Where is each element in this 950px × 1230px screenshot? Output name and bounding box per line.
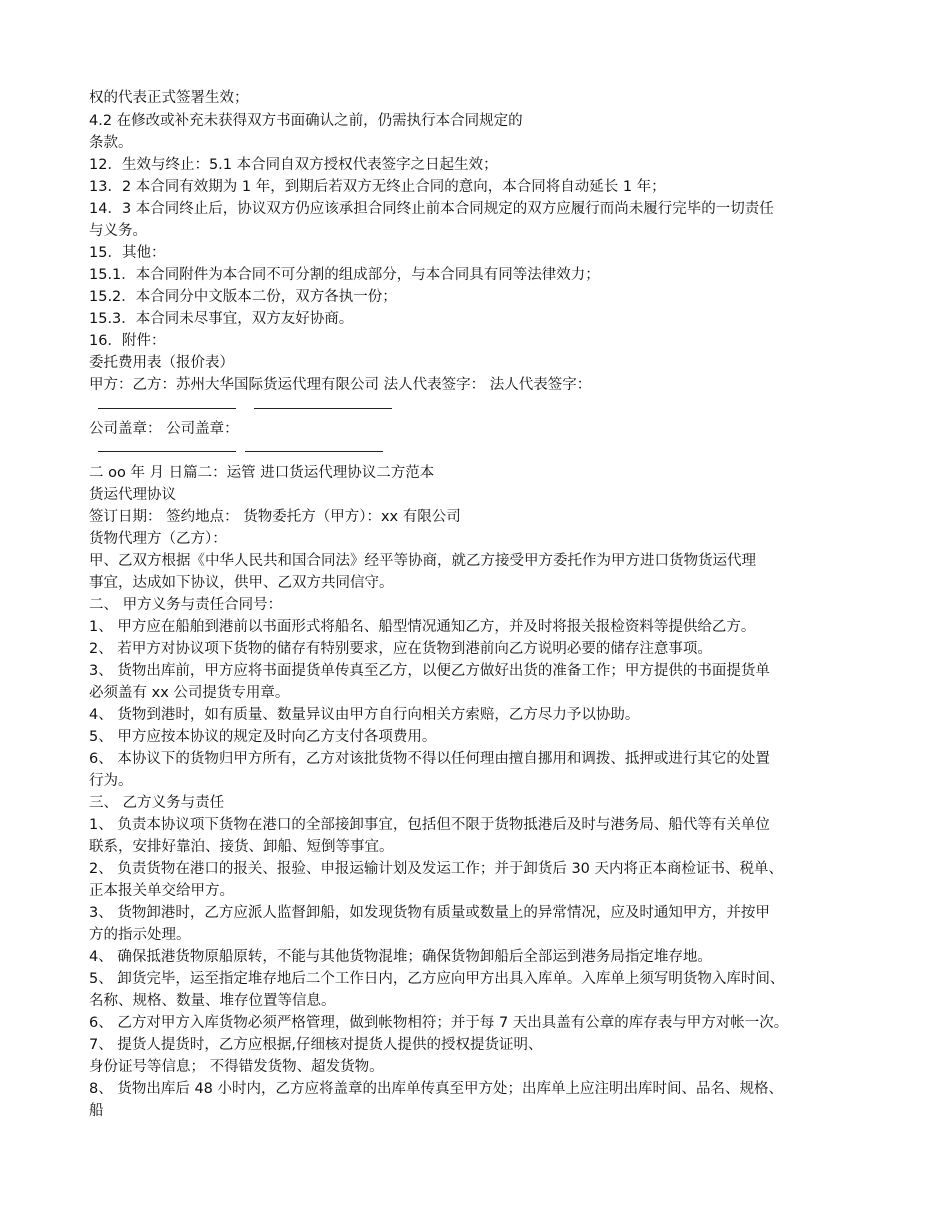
text-line: 15．其他： xyxy=(89,245,166,261)
text-line: 方的指示处理。 xyxy=(89,927,191,943)
text-line: 必须盖有 xx 公司提货专用章。 xyxy=(89,685,290,701)
text-line: 15.1．本合同附件为本合同不可分割的组成部分，与本合同具有同等法律效力； xyxy=(89,267,600,283)
text-line: 1、 甲方应在船舶到港前以书面形式将船名、船型情况通知乙方，并及时将报关报检资料等提供给乙方。 xyxy=(89,619,756,635)
text-line: 3、 货物出库前，甲方应将书面提货单传真至乙方，以便乙方做好出货的准备工作；甲方提供的书面提货单 xyxy=(89,663,770,679)
text-line: 7、 提货人提货时，乙方应根据,仔细核对提货人提供的授权提货证明、 xyxy=(89,1037,543,1053)
text-line: 1、 负责本协议项下货物在港口的全部接卸事宜，包括但不限于货物抵港后及时与港务局、船代等有关单位 xyxy=(89,817,770,833)
text-line: 3、 货物卸港时，乙方应派人监督卸船，如发现货物有质量或数量上的异常情况，应及时通知甲方，并按甲 xyxy=(89,905,770,921)
text-line: 二、 甲方义务与责任合同号： xyxy=(89,597,283,613)
text-line: 13．2 本合同有效期为 1 年，到期后若双方无终止合同的意向，本合同将自动延长 1 年； xyxy=(89,179,666,195)
signature-line xyxy=(254,408,392,409)
signature-line xyxy=(98,451,236,452)
text-line: 权的代表正式签署生效； xyxy=(89,90,249,106)
text-line: 15.3．本合同未尽事宜，双方友好协商。 xyxy=(89,311,354,327)
text-line: 条款。 xyxy=(89,135,133,151)
text-line: 联系，安排好靠泊、接货、卸船、短倒等事宜。 xyxy=(89,839,394,855)
text-line: 14．3 本合同终止后，协议双方仍应该承担合同终止前本合同规定的双方应履行而尚未履行完毕的一切责任 xyxy=(89,201,774,217)
text-line: 与义务。 xyxy=(89,223,147,239)
text-line: 4、 确保抵港货物原船原转，不能与其他货物混堆；确保货物卸船后全部运到港务局指定堆存地。 xyxy=(89,949,712,965)
text-line: 甲、乙双方根据《中华人民共和国合同法》经平等协商，就乙方接受甲方委托作为甲方进口货物货运代理 xyxy=(89,553,756,569)
signature-line xyxy=(245,451,383,452)
text-line: 6、 乙方对甲方入库货物必须严格管理，做到帐物相符；并于每 7 天出具盖有公章的库存表与甲方对帐一次。 xyxy=(89,1015,789,1031)
text-line: 6、 本协议下的货物归甲方所有，乙方对该批货物不得以任何理由擅自挪用和调拨、抵押或进行其它的处置 xyxy=(89,751,770,767)
text-line: 行为。 xyxy=(89,773,133,789)
text-line: 2、 负责货物在港口的报关、报验、申报运输计划及发运工作；并于卸货后 30 天内将正本商检证书、税单、 xyxy=(89,861,783,877)
text-line: 15.2．本合同分中文版本二份，双方各执一份； xyxy=(89,289,397,305)
text-line: 8、 货物出库后 48 小时内，乙方应将盖章的出库单传真至甲方处；出库单上应注明出库时间、品名、规格、 xyxy=(89,1081,783,1097)
text-line: 12．生效与终止：5.1 本合同自双方授权代表签字之日起生效； xyxy=(89,157,498,173)
signature-line xyxy=(98,408,236,409)
text-line: 正本报关单交给甲方。 xyxy=(89,883,234,899)
text-line: 2、 若甲方对协议项下货物的储存有特别要求，应在货物到港前向乙方说明必要的储存注意事项。 xyxy=(89,641,712,657)
text-line: 4、 货物到港时，如有质量、数量异议由甲方自行向相关方索赔，乙方尽力予以协助。 xyxy=(89,707,640,723)
text-line: 名称、规格、数量、堆存位置等信息。 xyxy=(89,993,336,1009)
text-line: 4.2 在修改或补充未获得双方书面确认之前，仍需执行本合同规定的 xyxy=(89,113,523,129)
text-line: 16．附件： xyxy=(89,333,166,349)
text-line: 事宜，达成如下协议，供甲、乙双方共同信守。 xyxy=(89,575,394,591)
text-line: 货运代理协议 xyxy=(89,487,176,503)
text-line: 货物代理方（乙方）： xyxy=(89,531,227,547)
text-line: 甲方：乙方：苏州大华国际货运代理有限公司 法人代表签字： 法人代表签字： xyxy=(89,377,592,393)
text-line: 身份证号等信息； 不得错发货物、超发货物。 xyxy=(89,1059,384,1075)
text-line: 签订日期： 签约地点： 货物委托方（甲方）：xx 有限公司 xyxy=(89,509,461,525)
text-line: 5、 甲方应按本协议的规定及时向乙方支付各项费用。 xyxy=(89,729,437,745)
text-line: 三、 乙方义务与责任 xyxy=(89,795,225,811)
text-line: 委托费用表（报价表） xyxy=(89,355,234,371)
text-line: 船 xyxy=(89,1103,104,1119)
text-line: 公司盖章： 公司盖章： xyxy=(89,421,239,437)
text-line: 二 oo 年 月 日篇二：运管 进口货运代理协议二方范本 xyxy=(89,465,435,481)
text-line: 5、 卸货完毕，运至指定堆存地后二个工作日内，乙方应向甲方出具入库单。入库单上须写明货物入库时间、 xyxy=(89,971,785,987)
